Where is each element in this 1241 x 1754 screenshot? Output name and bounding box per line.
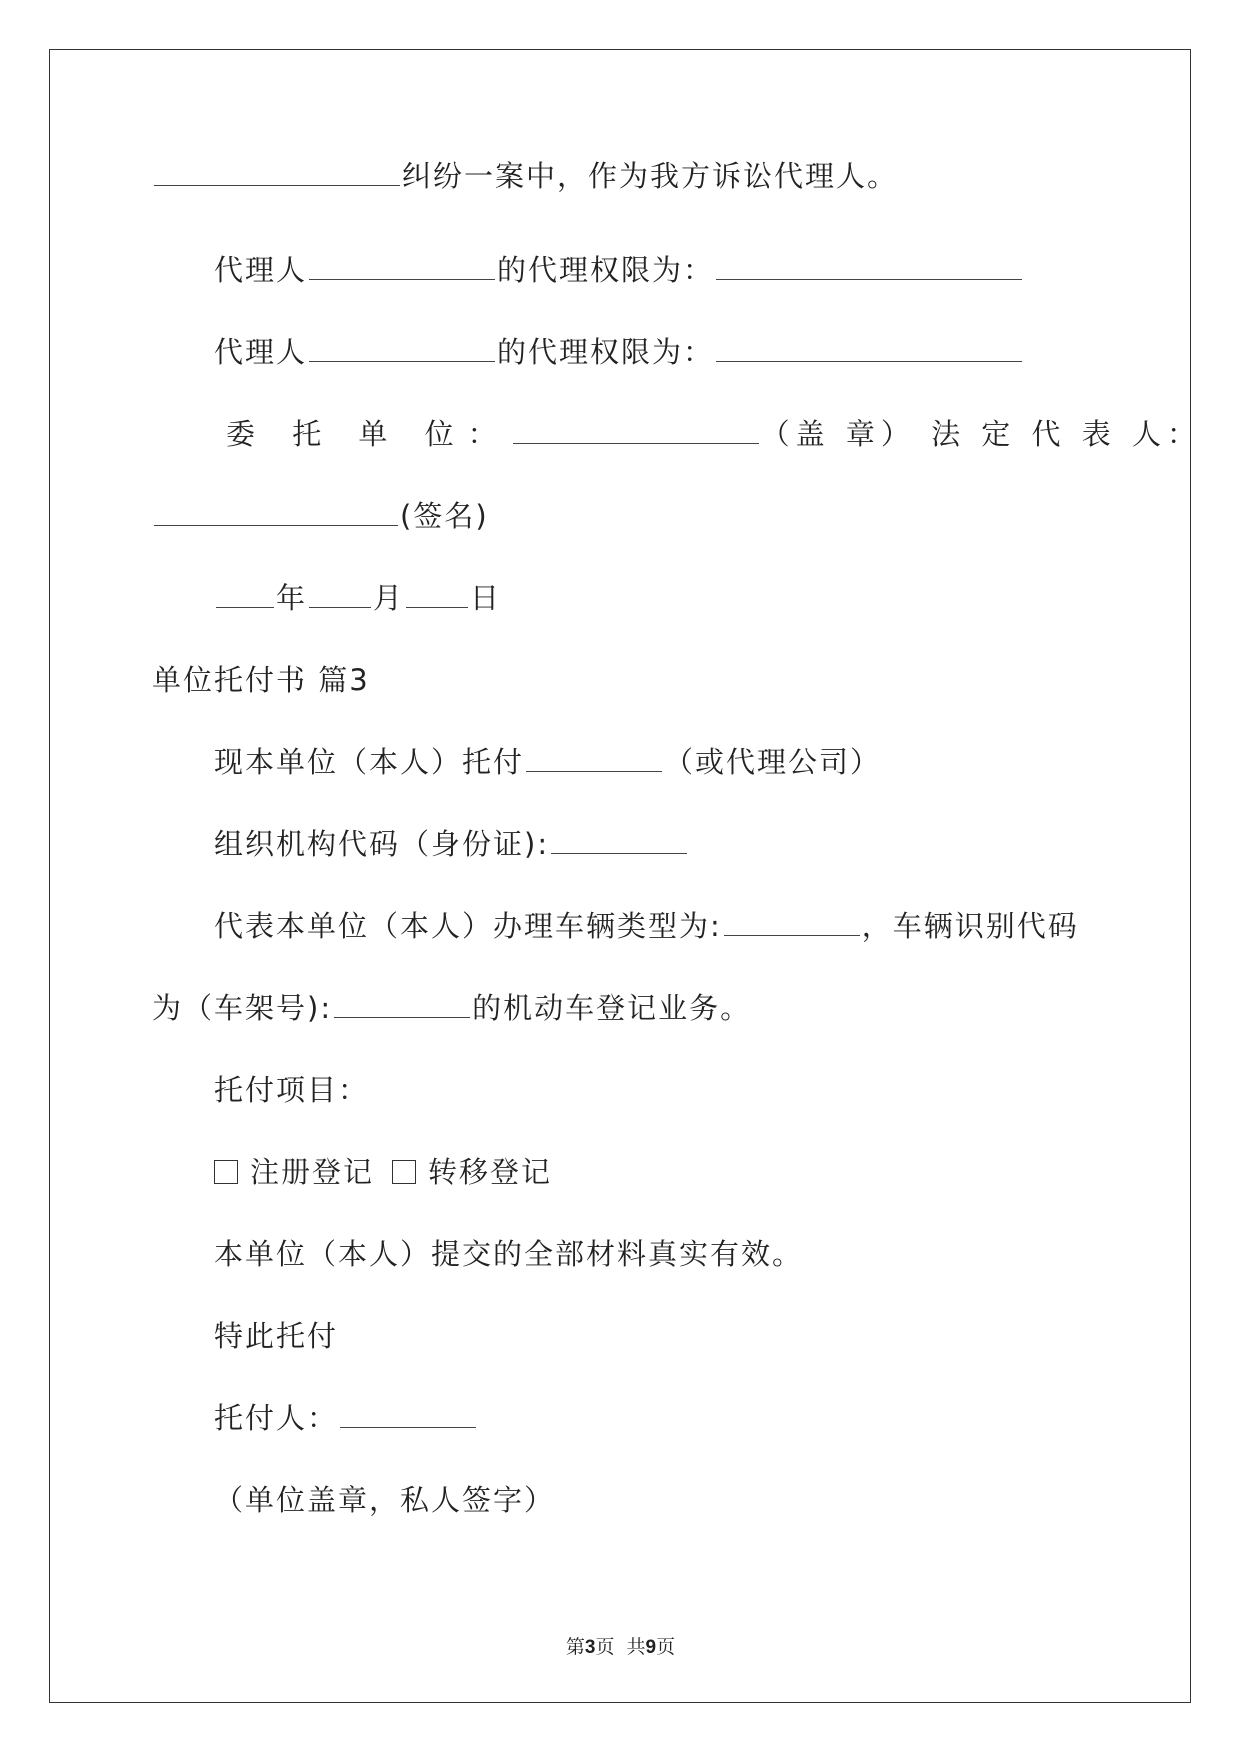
line-principal-sign: 托付人： (214, 1398, 478, 1438)
section-heading: 单位托付书 篇3 (152, 663, 370, 697)
agent-company-field[interactable] (526, 745, 662, 772)
line-legal-rep: (签名) (152, 496, 489, 536)
line-vehicle-type: 代表本单位（本人）办理车辆类型为: ，车辆识别代码 (214, 909, 1079, 943)
principal-unit-field[interactable] (513, 417, 759, 444)
line-entrust: 现本单位（本人）托付 （或代理公司） (214, 745, 882, 779)
line-principal: 委 托 单 位： （盖 章） 法 定 代 表 人： (226, 417, 1202, 451)
day-field[interactable] (406, 581, 468, 608)
year-field[interactable] (216, 581, 274, 608)
month-field[interactable] (309, 581, 371, 608)
page-footer: 第3页 共9页 (565, 1636, 676, 1658)
agent-authority-field[interactable] (716, 253, 1022, 280)
entrust-items-label: 托付项目： (214, 1073, 370, 1107)
vehicle-type-field[interactable] (724, 909, 860, 936)
page-border (49, 49, 1191, 1703)
line-vin: 为（车架号): 的机动车登记业务。 (152, 991, 752, 1025)
agent-name-field[interactable] (309, 335, 495, 362)
line-org-code: 组织机构代码（身份证): (214, 824, 689, 864)
blank-field[interactable] (154, 159, 400, 186)
checkbox-register[interactable] (214, 1160, 238, 1184)
checkbox-transfer[interactable] (392, 1160, 416, 1184)
vin-field[interactable] (334, 991, 470, 1018)
line-materials: 本单位（本人）提交的全部材料真实有效。 (214, 1237, 804, 1271)
line-agent-1: 代理人 的代理权限为： (214, 250, 1024, 290)
legal-rep-field[interactable] (154, 499, 398, 526)
page-number: 3 (584, 1637, 596, 1658)
page-total: 9 (645, 1637, 657, 1658)
agent-authority-field[interactable] (716, 335, 1022, 362)
line-dispute: 纠纷一案中，作为我方诉讼代理人。 (152, 156, 898, 196)
agent-name-field[interactable] (309, 253, 495, 280)
line-agent-2: 代理人 的代理权限为： (214, 332, 1024, 372)
line-hereby: 特此托付 (214, 1319, 339, 1353)
line-options: 注册登记 转移登记 (214, 1152, 552, 1192)
line-seal-note: （单位盖章，私人签字） (214, 1483, 556, 1517)
org-code-field[interactable] (551, 827, 687, 854)
principal-sign-field[interactable] (340, 1401, 476, 1428)
line-date: 年 月 日 (214, 578, 501, 618)
